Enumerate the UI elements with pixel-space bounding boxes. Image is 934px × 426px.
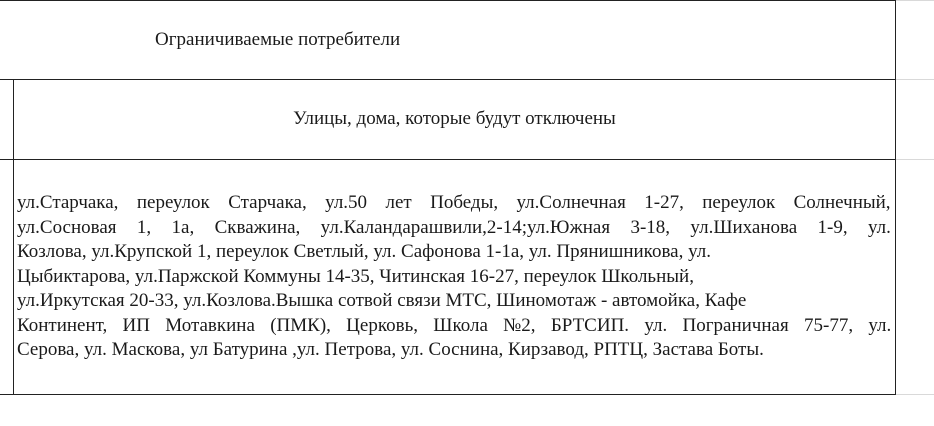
streets-line-6: Континент, ИП Мотавкина (ПМК), Церковь, Школа №2, БРТСИП. ул. Пограничная 75-77, ул. [17, 314, 892, 336]
streets-line-1: ул.Старчака, переулок Старчака, ул.50 лет Победы, ул.Солнечная 1-27, переулок Солнечный, [17, 192, 891, 213]
table-border-subheader-bottom [0, 159, 896, 160]
table-border-bottom [0, 394, 896, 395]
table-border-top [0, 0, 896, 1]
streets-line-2: ул.Сосновая 1, 1а, Скважина, ул.Каландарашвили,2-14;ул.Южная 3-18, ул.Шиханова 1-9, ул. [17, 216, 891, 238]
table-subheader: Улицы, дома, которые будут отключены [293, 108, 616, 129]
streets-line-4: Цыбиктарова, ул.Паржской Коммуны 14-35, Читинская 16-27, переулок Школьный, [17, 265, 694, 287]
faint-gridline-top [895, 0, 934, 1]
table-border-right [895, 0, 896, 395]
streets-line-7: Серова, ул. Маскова, ул Батурина ,ул. Петрова, ул. Соснина, Кирзавод, РПТЦ, Застава Боты. [17, 339, 764, 360]
faint-gridline-3 [895, 394, 934, 395]
table-header: Ограничиваемые потребители [155, 29, 401, 50]
faint-gridline-1 [895, 79, 934, 80]
streets-line-5: ул.Иркутская 20-33, ул.Козлова.Вышка сотвой связи МТС, Шиномотаж - автомойка, Кафе [17, 290, 747, 311]
table-border-header-bottom [0, 79, 896, 80]
streets-list [17, 191, 891, 363]
faint-gridline-2 [895, 159, 934, 160]
streets-line-3: Козлова, ул.Крупской 1, переулок Светлый, ул. Сафонова 1-1а, ул. Прянишникова, ул. [17, 241, 711, 262]
